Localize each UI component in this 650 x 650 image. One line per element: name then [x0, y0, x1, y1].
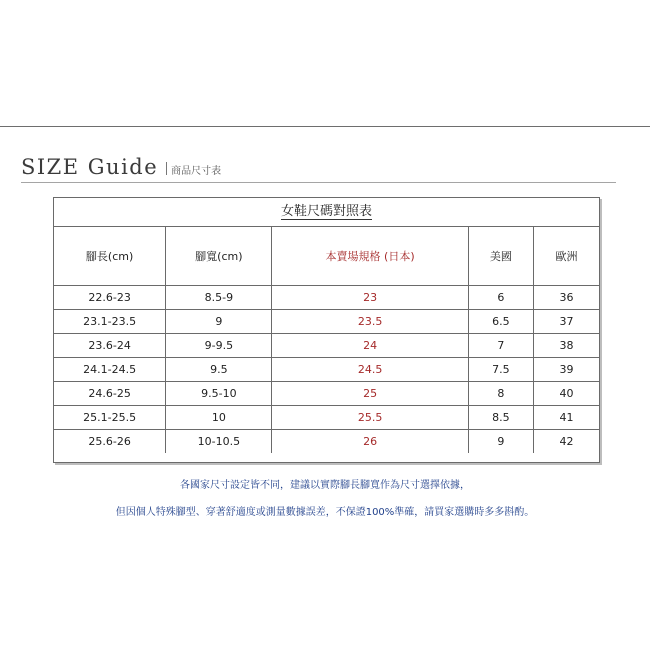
column-header-japan-size: 本賣場規格 (日本)	[272, 227, 468, 286]
sizing-note-disclaimer: 但因個人特殊腳型、穿著舒適度或測量數據誤差，不保證100%準確，請買家選購時多多斟酌。	[115, 507, 535, 518]
cell-japan-size: 23	[272, 286, 468, 310]
cell-eu-size: 41	[534, 406, 599, 430]
size-chart-title: 女鞋尺碼對照表	[54, 198, 599, 227]
cell-us-size: 7.5	[468, 358, 533, 382]
sizing-note-primary: 各國家尺寸設定皆不同，建議以實際腳長腳寬作為尺寸選擇依據，	[180, 480, 470, 491]
cell-foot-width: 9.5	[166, 358, 272, 382]
column-header-eu-size: 歐洲	[534, 227, 599, 286]
column-header-foot-length: 腳長(cm)	[54, 227, 166, 286]
cell-us-size: 9	[468, 430, 533, 454]
column-header-us-size: 美國	[468, 227, 533, 286]
cell-foot-length: 24.1-24.5	[54, 358, 166, 382]
table-header-row	[54, 227, 599, 286]
section-header	[21, 155, 221, 179]
cell-foot-length: 25.1-25.5	[54, 406, 166, 430]
top-divider	[0, 126, 650, 127]
cell-foot-length: 24.6-25	[54, 382, 166, 406]
size-table	[54, 227, 599, 453]
cell-us-size: 6.5	[468, 310, 533, 334]
cell-eu-size: 42	[534, 430, 599, 454]
page-title: SIZE Guide	[21, 155, 159, 179]
cell-foot-width: 8.5-9	[166, 286, 272, 310]
cell-japan-size: 24	[272, 334, 468, 358]
cell-foot-length: 23.1-23.5	[54, 310, 166, 334]
table-row	[54, 430, 599, 454]
cell-foot-length: 25.6-26	[54, 430, 166, 454]
cell-eu-size: 40	[534, 382, 599, 406]
cell-japan-size: 24.5	[272, 358, 468, 382]
cell-foot-width: 9-9.5	[166, 334, 272, 358]
cell-foot-length: 23.6-24	[54, 334, 166, 358]
cell-eu-size: 38	[534, 334, 599, 358]
table-row	[54, 286, 599, 310]
cell-japan-size: 26	[272, 430, 468, 454]
cell-us-size: 7	[468, 334, 533, 358]
cell-foot-width: 10-10.5	[166, 430, 272, 454]
table-row	[54, 358, 599, 382]
cell-japan-size: 25.5	[272, 406, 468, 430]
cell-us-size: 8	[468, 382, 533, 406]
table-row	[54, 310, 599, 334]
header-separator	[166, 162, 167, 175]
header-underline	[21, 182, 616, 183]
cell-eu-size: 39	[534, 358, 599, 382]
table-row	[54, 382, 599, 406]
column-header-foot-width: 腳寬(cm)	[166, 227, 272, 286]
cell-japan-size: 23.5	[272, 310, 468, 334]
table-row	[54, 406, 599, 430]
cell-japan-size: 25	[272, 382, 468, 406]
page-subtitle: 商品尺寸表	[171, 166, 222, 177]
cell-us-size: 6	[468, 286, 533, 310]
size-chart	[53, 197, 600, 463]
cell-eu-size: 37	[534, 310, 599, 334]
cell-foot-width: 9	[166, 310, 272, 334]
table-row	[54, 334, 599, 358]
cell-foot-width: 10	[166, 406, 272, 430]
cell-foot-width: 9.5-10	[166, 382, 272, 406]
cell-foot-length: 22.6-23	[54, 286, 166, 310]
cell-eu-size: 36	[534, 286, 599, 310]
cell-us-size: 8.5	[468, 406, 533, 430]
